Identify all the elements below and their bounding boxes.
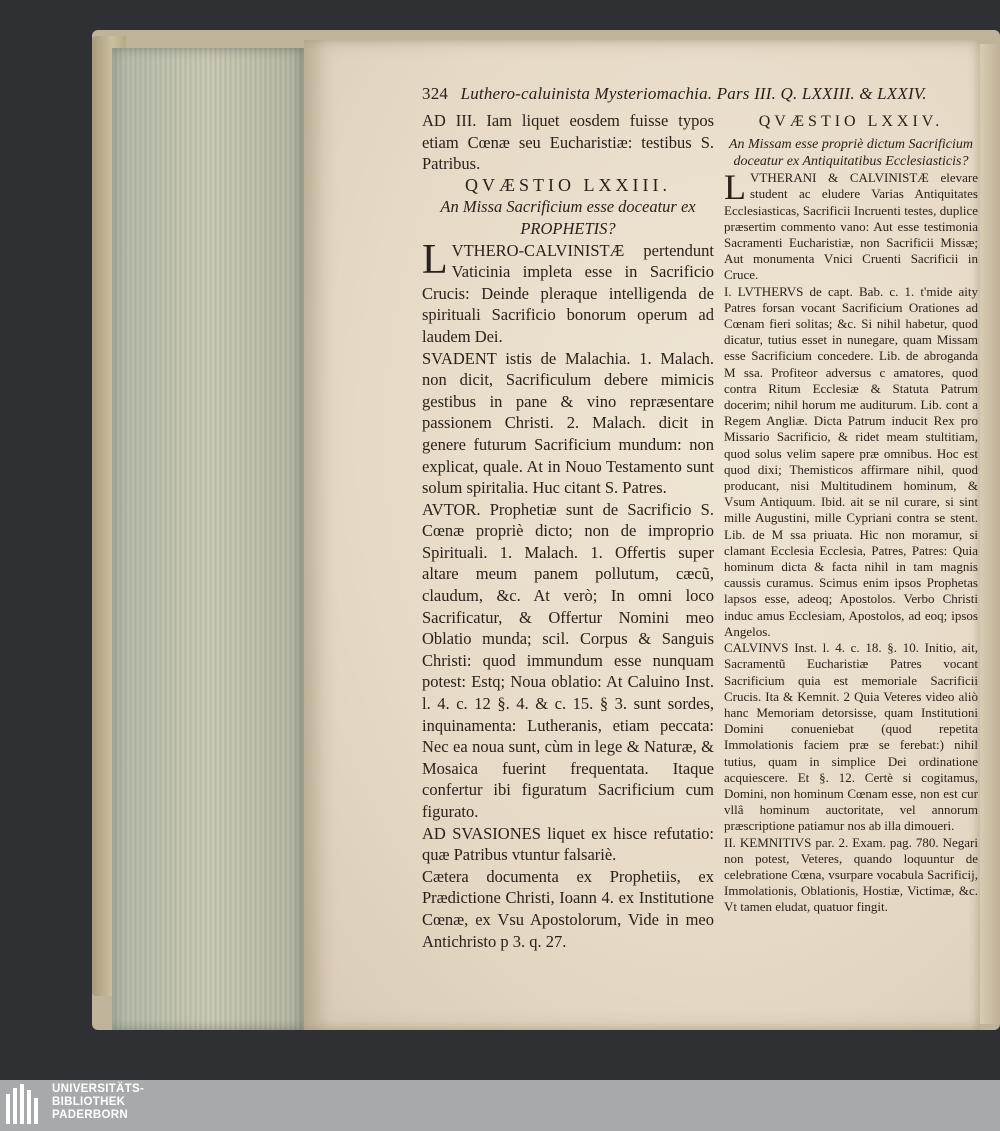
- paragraph-text: VTHERO-CALVINISTÆ pertendunt Vaticinia impleta esse in Sacrificio Crucis: Deinde pleraque intelligenda de spirituali Sacrificio bonorum operum ad laudem Dei.: [422, 240, 714, 346]
- header-title: Luthero-caluinista Mysteriomachia. Pars III. Q. LXXIII. & LXXIV.: [460, 84, 927, 103]
- paragraph-lutherus: I. LVTHERVS de capt. Bab. c. 1. t'mide aity Patres forsan vocant Sacrificium Orationes ad Cœnam fieri solitas; &c. Si nihil habetur, quod dicatur, tutius esset in nunegare, quam Missam esse Sacrificium concedere. Lib. de abroganda M ssa. Profiteor adversus c amatores, quod contra Ritum Ecclesiæ & Statuta Patrum docerim; nihil horum me auditurum. Lib. cont a Regem Angliæ. Dicta Patrum inducit Rex pro Missario Sacrificio, & ridet meam stultitiam, quod solus velim sapere præ omnibus. Hoc est quod dixi; Themisticos affirmare nihil, quod producant, nisi Multitudinem hominum, & Vsum Antiquum. Ibid. ait se nil curare, si sint mille Augustini, mille Cypriani contra se stent. Lib. de M ssa priuata. Hic non moramur, si clamant Ecclesia Ecclesia, Patres, Patres: Quia hominum dicta & facta nihil in tam magnis caussis curamus. Scimus enim ipsos Prophetas lapsos esse, adeoq; Apostolos. Verbo Christi induc amus Ecclesiam, Apostolos, ad eoq; ipsos Angelos.: [724, 283, 978, 639]
- library-name-line-3: PADERBORN: [52, 1109, 128, 1121]
- paragraph-ad-suasiones: AD SVASIONES liquet ex hisce refutatio: quæ Patribus vtuntur falsariè.: [422, 823, 714, 865]
- paragraph-autor: AVTOR. Prophetiæ sunt de Sacrificio S. Cœnæ propriè dicto; non de improprio Spirituali. 1. Malach. 1. Offertis super altare meum panem pollutum, cæcũ, claudum, &c. At verò; In omni loco Sacrificatur, & Offertur Nomini meo Oblatio munda; scil. Corpus & Sanguis Christi: quod immundum esse nunquam potest: Estq; Noua oblatio: At Caluino Inst. l. 4. c. 12 §. 4. & c. 15. § 3. sunt sordes, inquinamenta: Lutheranis, etiam peccata: Nec ea noua sunt, cùm in lege & Naturæ, & Mosaica fuerint frequentata. Itaque confertur ibi figuratum Sacrificium cum figurato.: [422, 499, 714, 821]
- question-74-title: QVÆSTIO LXXIV.: [758, 113, 944, 130]
- paragraph-lutherocalvinistae: [422, 236, 714, 348]
- library-name-line-1: UNIVERSITÄTS-: [52, 1083, 145, 1095]
- paragraph-calvinus: CALVINVS Inst. l. 4. c. 18. §. 10. Initio, ait, Sacramentũ Eucharistiæ Patres vocant Sacrificium quia est memoriale Sacrificii Crucis. Ita & Kemnit. 2 Quia Veteres video aliò hanc Memoriam detorsisse, quam Institutioni Domini conueniebat (quod repetita Immolationis faciem præ se ferebat:) nihil tutius, quam in simplice Dei ordinatione acquiescere. Et §. 12. Certè si cogitamus, Domini, non hominum Cœnam esse, non est cur vllâ hominum auctoritate, vel annorum præscriptione patiamur nos ab illa dimoueri.: [724, 640, 978, 834]
- intro-paragraph: AD III. Iam liquet eosdem fuisse typos etiam Cœnæ seu Eucharistiæ: testibus S. Patribus.: [422, 111, 714, 174]
- facing-page-edge: [980, 44, 1000, 1024]
- paragraph-caetera: Cætera documenta ex Prophetiis, ex Prædictione Christi, Ioann 4. ex Institutione Cœnæ, ex Vsu Apostolorum, Vide in meo Antichristo p 3. q. 27.: [422, 866, 714, 951]
- drop-cap: L: [724, 167, 746, 208]
- paragraph-text: VTHERANI & CALVINISTÆ elevare student ac eludere Varias Antiquitates Ecclesiasticas, Sacrificii Incruenti testes, duplice præsertim commento vano: Aut esse testimonia Sacramenti Eucharistiæ, non Sacrificii Missæ; Aut monumenta Vnici Cruenti Sacrificii in Cruce.: [724, 170, 978, 283]
- library-name: [52, 1083, 144, 1122]
- right-column: [724, 110, 978, 916]
- running-header: [422, 84, 974, 104]
- library-footer-bar: [0, 1080, 1000, 1131]
- paragraph-kemnitius: II. KEMNITIVS par. 2. Exam. pag. 780. Negari non potest, Veteres, quando loquuntur de celebratione Cœna, vsurpare vocabula Sacrificij, Immolationis, Oblationis, Hostiæ, Victimæ, &c. Vt tamen eludat, quatuor fingit.: [724, 834, 978, 915]
- paragraph-lutherani: [724, 167, 978, 283]
- paragraph-suadent: SVADENT istis de Malachia. 1. Malach. non dicit, Sacrificulum debere mimicis gestibus in pane & vino repræsentare passionem Christi. 2. Malach. dicit in genere futurum Sacrificium mundum: non explicat, quale. At in Nouo Testamento sunt solum spiritalia. Huc citant S. Patres.: [422, 348, 714, 498]
- library-logo-icon: [6, 1084, 46, 1124]
- page-stack-edge: [112, 48, 308, 1030]
- question-74-subtitle: An Missam esse propriè dictum Sacrificium doceatur ex Antiquitatibus Ecclesiasticis?: [728, 137, 974, 170]
- question-73-subtitle: An Missa Sacrificium esse doceatur ex PROPHETIS?: [440, 197, 696, 238]
- question-73-title: QVÆSTIO LXXIII.: [465, 174, 671, 195]
- drop-cap: L: [422, 236, 448, 283]
- left-column: [422, 110, 714, 952]
- library-name-line-2: BIBLIOTHEK: [52, 1096, 126, 1108]
- page-number: 324: [422, 84, 449, 103]
